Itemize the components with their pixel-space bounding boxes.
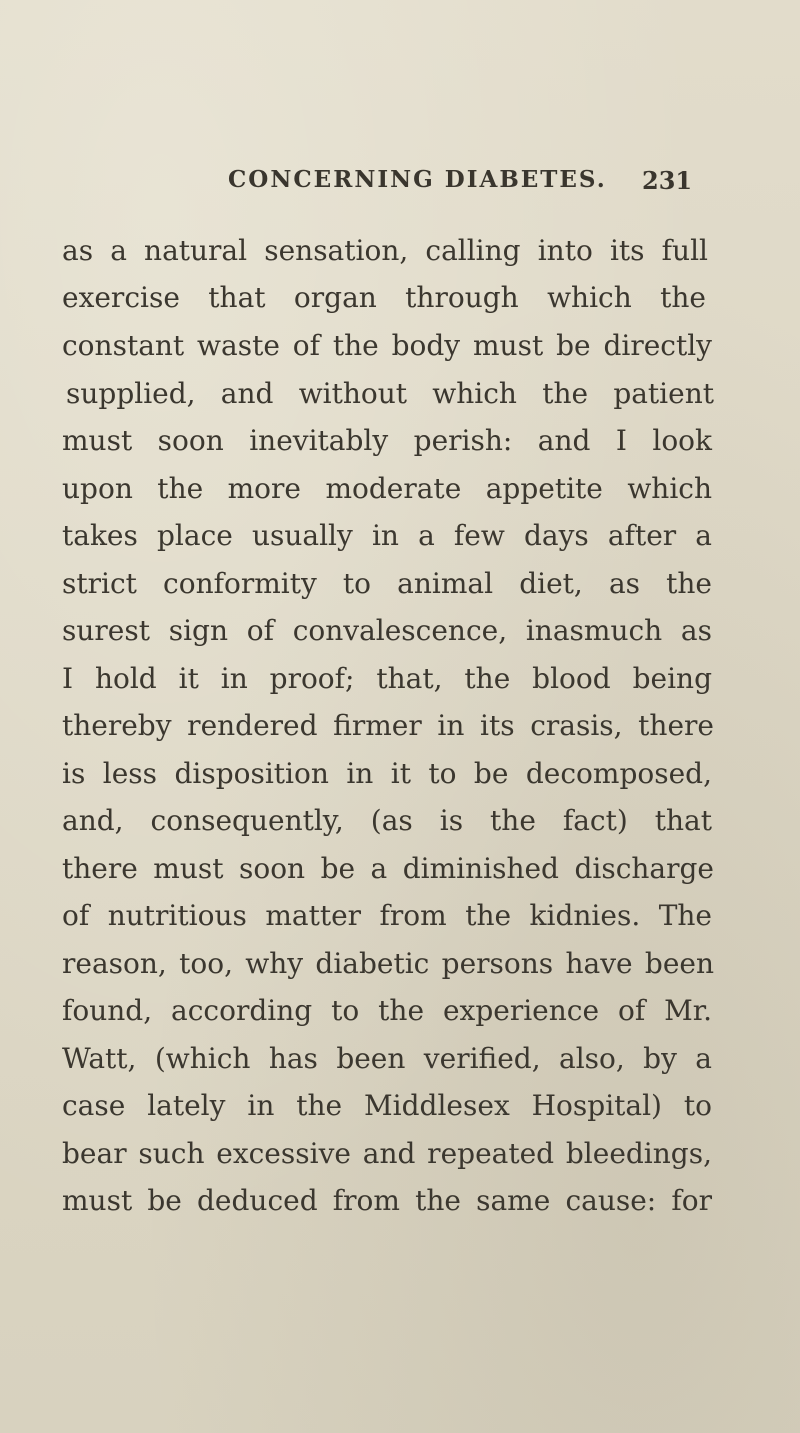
text-line: takes place usually in a few days after a	[62, 519, 712, 552]
text-line: strict conformity to animal diet, as the	[62, 567, 712, 600]
text-line: found, according to the experience of Mr.	[62, 994, 712, 1027]
text-line: and, consequently, (as is the fact) that	[62, 804, 712, 837]
text-line: upon the more moderate appetite which	[62, 472, 712, 505]
running-head-title: CONCERNING DIABETES.	[228, 166, 607, 193]
text-line: is less disposition in it to be decomposed,	[62, 757, 712, 790]
text-line: must be deduced from the same cause: for	[62, 1184, 712, 1217]
text-line: thereby rendered firmer in its crasis, there	[62, 709, 714, 742]
text-line: surest sign of convalescence, inasmuch as	[62, 614, 712, 647]
text-line: Watt, (which has been verified, also, by a	[62, 1042, 712, 1075]
text-line: constant waste of the body must be directly	[62, 329, 712, 362]
text-line: reason, too, why diabetic persons have been	[62, 947, 714, 980]
text-line: there must soon be a diminished discharge	[62, 852, 714, 885]
text-line: exercise that organ through which the	[62, 281, 706, 314]
text-line: I hold it in proof; that, the blood being	[62, 662, 712, 695]
page-number: 231	[642, 166, 693, 195]
running-head	[0, 166, 800, 206]
text-line: bear such excessive and repeated bleedings,	[62, 1137, 712, 1170]
text-line: case lately in the Middlesex Hospital) to	[62, 1089, 712, 1122]
text-line: supplied, and without which the patient	[66, 377, 714, 410]
text-line: as a natural sensation, calling into its full	[62, 234, 708, 267]
text-line: must soon inevitably perish: and I look	[62, 424, 712, 457]
text-line: of nutritious matter from the kidnies. The	[62, 899, 712, 932]
